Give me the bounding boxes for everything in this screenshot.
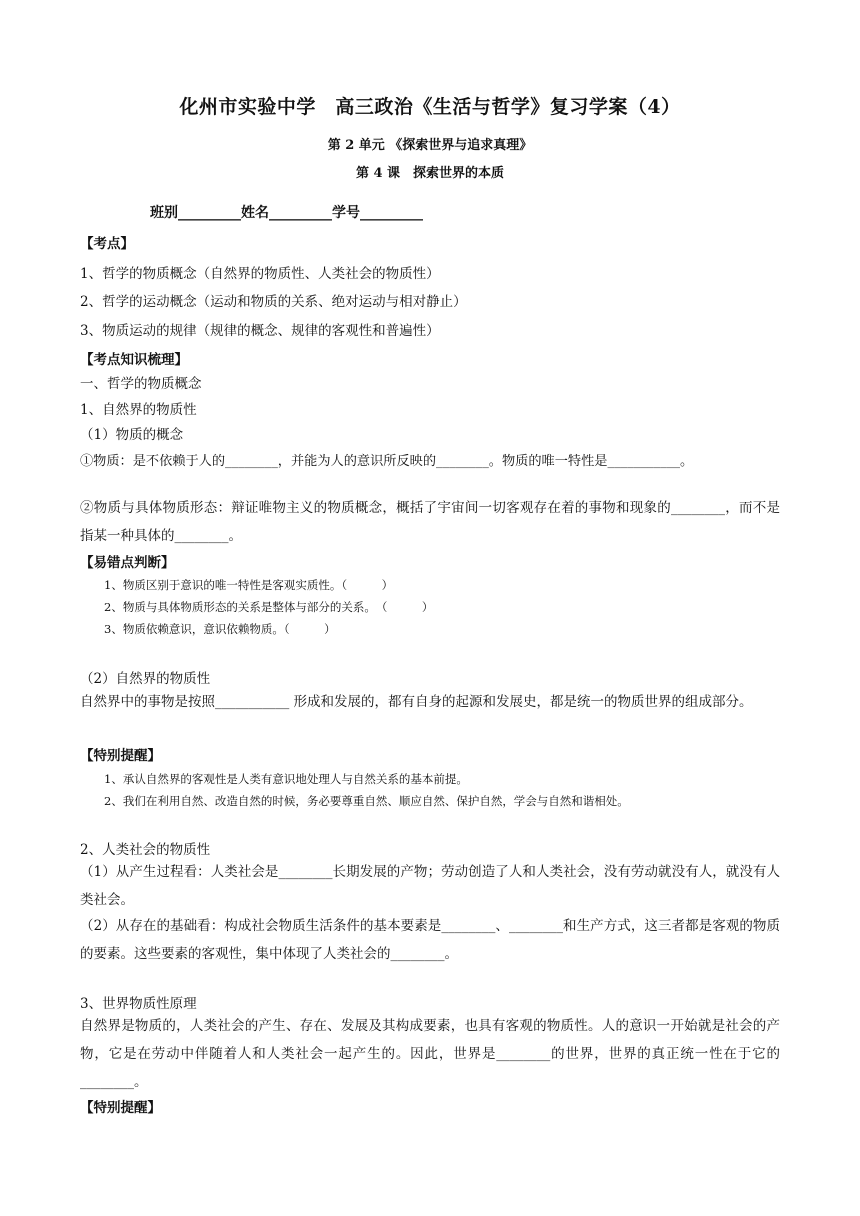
subsection-heading: 3、世界物质性原理 bbox=[80, 996, 197, 1012]
subsection-heading: 1、自然界的物质性 bbox=[80, 402, 197, 418]
error-item: 3、物质依赖意识，意识依赖物质。（ ） bbox=[104, 622, 336, 636]
material-forms-paragraph: ②物质与具体物质形态：辩证唯物主义的物质概念，概括了宇宙间一切客观存在着的事物和现象的________，而不是指某一种具体的________。 bbox=[80, 500, 780, 544]
society-origin-paragraph: （1）从产生过程看：人类社会是________长期发展的产物；劳动创造了人和人类社会，没有劳动就没有人，就没有人类社会。 bbox=[80, 864, 780, 908]
lesson-title: 第 4 课 探索世界的本质 bbox=[355, 166, 505, 181]
kaodian-item: 3、物质运动的规律（规律的概念、规律的客观性和普遍性） bbox=[80, 323, 440, 339]
unit-title: 第 2 单元 《探索世界与追求真理》 bbox=[327, 138, 533, 153]
student-info-line: 班别_________姓名_________学号_________ bbox=[150, 205, 423, 221]
review-heading: 【考点知识梳理】 bbox=[80, 352, 188, 368]
subsection-heading: （2）自然界的物质性 bbox=[80, 671, 211, 687]
remind-item: 1、承认自然界的客观性是人类有意识地处理人与自然关系的基本前提。 bbox=[104, 772, 468, 786]
remind-heading: 【特别提醒】 bbox=[80, 1100, 161, 1116]
material-definition: ①物质：是不依赖于人的________，并能为人的意识所反映的________。物质的唯一特性是___________。 bbox=[80, 454, 694, 469]
nature-paragraph: 自然界中的事物是按照___________ 形成和发展的，都有自身的起源和发展史，都是统一的物质世界的组成部分。 bbox=[80, 694, 753, 710]
remind-heading: 【特别提醒】 bbox=[80, 748, 161, 764]
remind-item: 2、我们在利用自然、改造自然的时候，务必要尊重自然、顺应自然、保护自然，学会与自然和谐相处。 bbox=[104, 794, 629, 808]
kaodian-heading: 【考点】 bbox=[80, 236, 134, 252]
error-item: 2、物质与具体物质形态的关系是整体与部分的关系。 （ ） bbox=[104, 600, 434, 614]
page-title: 化州市实验中学 高三政治《生活与哲学》复习学案（4） bbox=[179, 96, 681, 118]
kaodian-item: 1、哲学的物质概念（自然界的物质性、人类社会的物质性） bbox=[80, 266, 440, 282]
kaodian-item: 2、哲学的运动概念（运动和物质的关系、绝对运动与相对静止） bbox=[80, 294, 467, 310]
error-item: 1、物质区别于意识的唯一特性是客观实质性。（ ） bbox=[104, 578, 394, 592]
subsection-heading: （1）物质的概念 bbox=[80, 427, 184, 443]
society-basis-paragraph: （2）从存在的基础看：构成社会物质生活条件的基本要素是________、________和生产方式，这三者都是客观的物质的要素。这些要素的客观性，集中体现了人类社会的________。 bbox=[80, 918, 780, 962]
subsection-heading: 2、人类社会的物质性 bbox=[80, 842, 211, 858]
errors-heading: 【易错点判断】 bbox=[80, 555, 175, 571]
section-heading: 一、哲学的物质概念 bbox=[80, 376, 202, 392]
world-materiality-paragraph: 自然界是物质的，人类社会的产生、存在、发展及其构成要素，也具有客观的物质性。人的意识一开始就是社会的产物，它是在劳动中伴随着人和人类社会一起产生的。因此，世界是________的世界，世界的真正统一性在于它的________。 bbox=[80, 1018, 780, 1090]
